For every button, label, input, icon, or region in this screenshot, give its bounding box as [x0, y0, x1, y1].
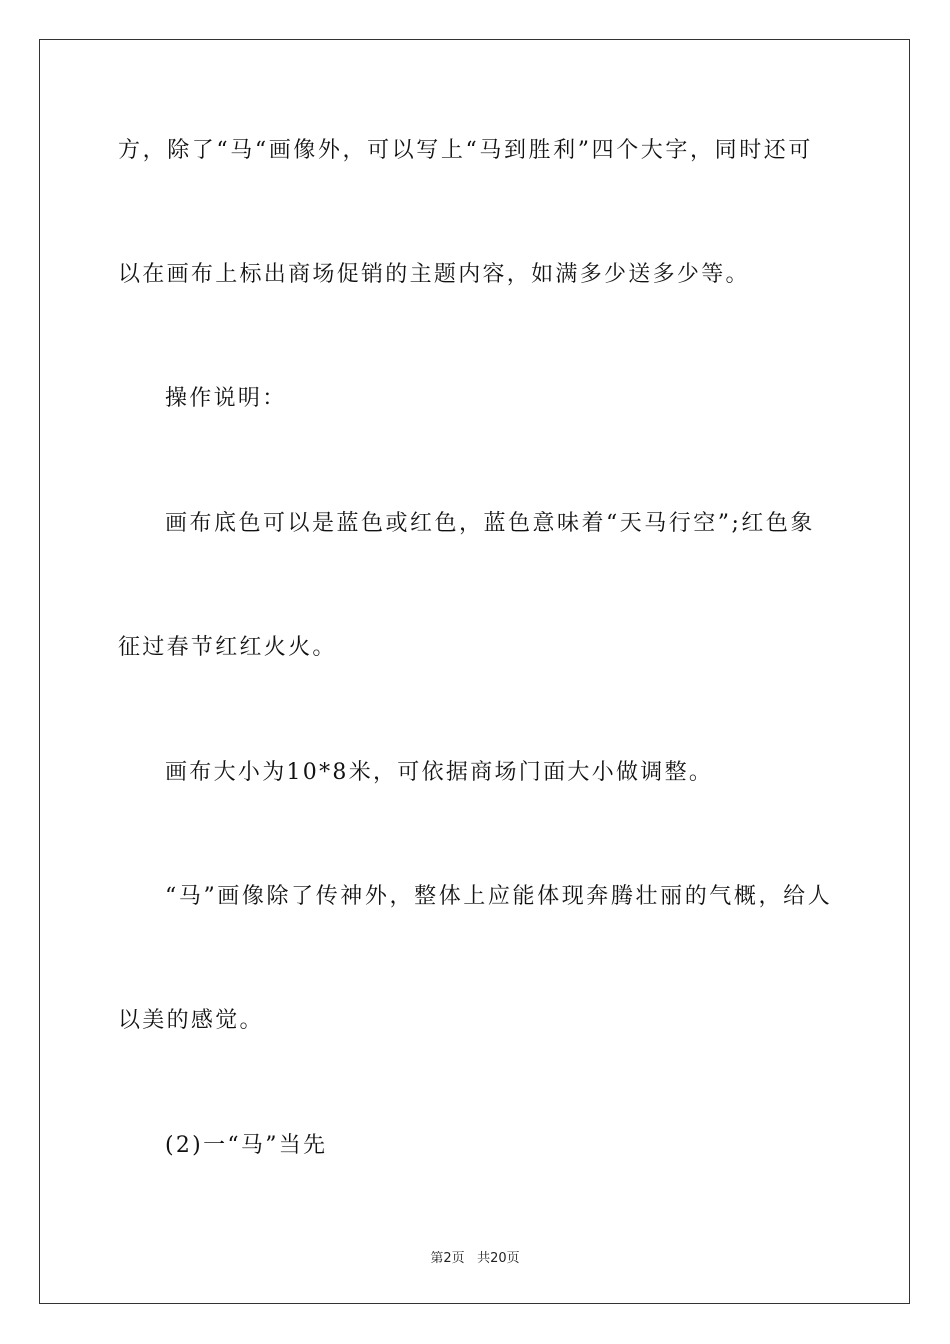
section-heading-2: (2)一“马”当先 [165, 1133, 328, 1158]
paragraph-line-8: 以美的感觉。 [118, 1008, 264, 1033]
page-number: 第2页 [430, 1251, 465, 1266]
paragraph-line-1: 方，除了“马“画像外，可以写上“马到胜利”四个大字，同时还可 [118, 138, 813, 163]
paragraph-line-6: 画布大小为10*8米，可依据商场门面大小做调整。 [165, 760, 714, 785]
page-total: 共20页 [477, 1251, 520, 1266]
paragraph-line-7: “马”画像除了传神外，整体上应能体现奔腾壮丽的气概，给人 [165, 884, 833, 909]
paragraph-line-4: 画布底色可以是蓝色或红色，蓝色意味着“天马行空”;红色象 [165, 511, 815, 536]
paragraph-line-2: 以在画布上标出商场促销的主题内容，如满多少送多少等。 [118, 262, 750, 287]
paragraph-line-5: 征过春节红红火火。 [118, 635, 337, 660]
page-border [39, 39, 910, 1304]
page-footer [0, 1247, 950, 1266]
section-heading-operation-notes: 操作说明： [165, 386, 287, 411]
